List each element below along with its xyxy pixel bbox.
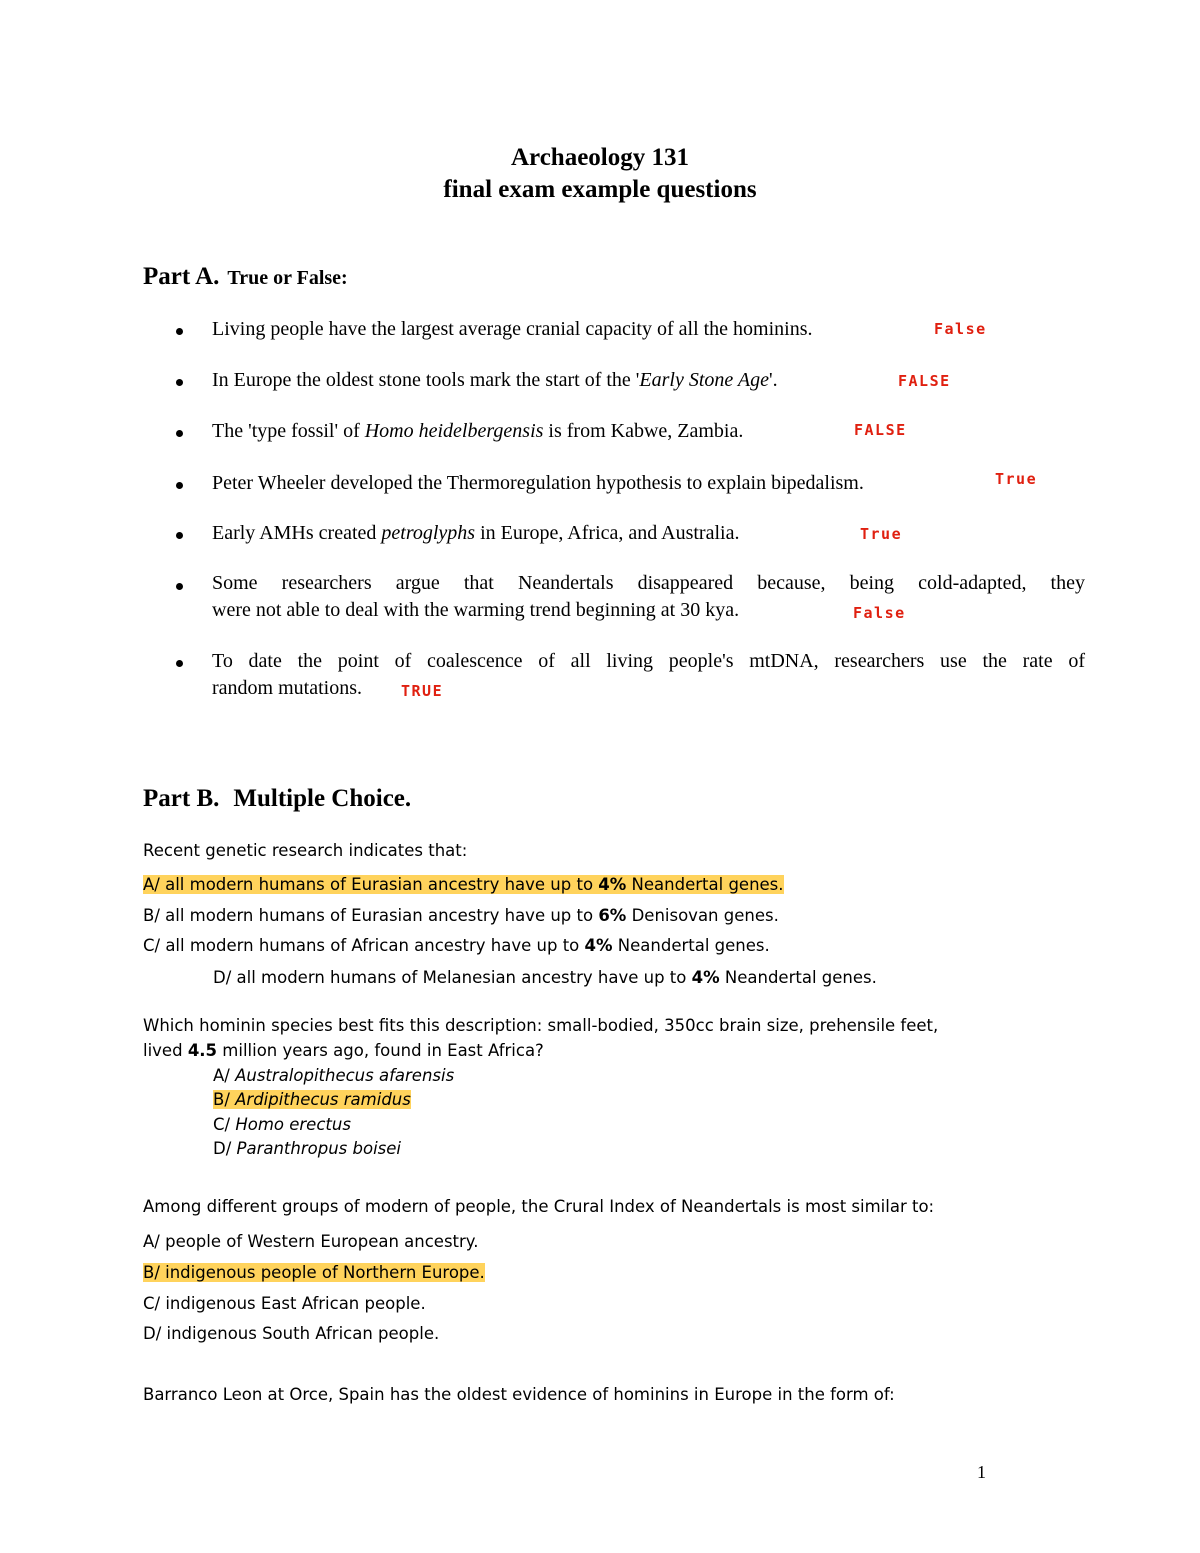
- part-a-heading: [143, 263, 348, 291]
- bullet: [176, 328, 183, 335]
- q3-option-b: B/ indigenous people of Northern Europe.: [143, 1263, 485, 1282]
- tf-item-text: Peter Wheeler developed the Thermoregulation hypothesis to explain bipedalism.: [212, 472, 864, 494]
- q1-option-b: [143, 906, 779, 925]
- option-species: Paranthropus boisei: [236, 1139, 401, 1158]
- q2-option-d: [213, 1139, 401, 1158]
- option-percent: 4%: [598, 875, 627, 894]
- tf-item-6-line2: were not able to deal with the warming trend beginning at 30 kya.: [212, 599, 740, 621]
- tf-answer-4: True: [995, 470, 1038, 488]
- stem-text: lived: [143, 1041, 188, 1060]
- tf-item-7-line2: random mutations.: [212, 677, 362, 699]
- q2-stem-line2: [143, 1041, 544, 1060]
- document-subtitle: final exam example questions: [443, 176, 757, 203]
- q3-option-a: A/ people of Western European ancestry.: [143, 1232, 479, 1251]
- tf-item-text: '.: [769, 369, 778, 391]
- option-text: D/ all modern humans of Melanesian ancestry have up to: [213, 968, 692, 987]
- tf-item-2: [212, 369, 778, 392]
- bullet: [176, 532, 183, 539]
- page-number: 1: [977, 1462, 986, 1482]
- option-text: Neandertal genes.: [626, 875, 784, 894]
- option-percent: 4%: [691, 968, 720, 987]
- tf-item-italic: petroglyphs: [381, 522, 476, 544]
- tf-answer-1: False: [934, 320, 987, 338]
- option-text: B/ all modern humans of Eurasian ancestry have up to: [143, 906, 599, 925]
- bullet: [176, 583, 183, 590]
- option-prefix: D/: [213, 1139, 237, 1158]
- q1-option-d: [213, 968, 877, 987]
- option-species: Ardipithecus ramidus: [235, 1090, 411, 1109]
- option-prefix: A/: [213, 1066, 236, 1085]
- option-text: A/ all modern humans of Eurasian ancestry have up to: [143, 875, 599, 894]
- tf-answer-5: True: [860, 525, 903, 543]
- tf-answer-3: FALSE: [854, 421, 907, 439]
- q2-option-a: [213, 1066, 454, 1085]
- option-species: Australopithecus afarensis: [235, 1066, 455, 1085]
- stem-number: 4.5: [187, 1041, 218, 1060]
- option-percent: 4%: [584, 936, 613, 955]
- tf-item-text: The 'type fossil' of: [212, 420, 365, 442]
- q2-option-c: [213, 1115, 351, 1134]
- q1-option-c: [143, 936, 770, 955]
- tf-item-text: Early AMHs created: [212, 522, 382, 544]
- bullet: [176, 379, 183, 386]
- part-a-label: Part A.: [143, 263, 220, 290]
- document-title: Archaeology 131: [511, 144, 689, 171]
- q3-option-d: D/ indigenous South African people.: [143, 1324, 440, 1343]
- bullet: [176, 430, 183, 437]
- tf-item-text: is from Kabwe, Zambia.: [543, 420, 744, 442]
- tf-answer-7: TRUE: [401, 682, 444, 700]
- tf-item-italic: Early Stone Age: [639, 369, 770, 391]
- tf-item-text: In Europe the oldest stone tools mark the start of the ': [212, 369, 640, 391]
- tf-item-1: [212, 318, 813, 341]
- option-prefix: B/: [213, 1090, 236, 1109]
- bullet: [176, 482, 183, 489]
- stem-text: million years ago, found in East Africa?: [217, 1041, 544, 1060]
- part-b-label: Part B.: [143, 785, 220, 812]
- option-percent: 6%: [598, 906, 627, 925]
- tf-item-7-line1: To date the point of coalescence of all living people's mtDNA, researchers use the rate of: [212, 650, 1085, 672]
- part-b-subheading: Multiple Choice.: [233, 785, 412, 812]
- tf-answer-6: False: [853, 604, 906, 622]
- q3-stem: Among different groups of modern of people, the Crural Index of Neandertals is most similar to:: [143, 1197, 935, 1216]
- bullet: [176, 660, 183, 667]
- q2-stem-line1: Which hominin species best fits this description: small-bodied, 350cc brain size, prehensile feet,: [143, 1016, 939, 1035]
- option-species: Homo erectus: [235, 1115, 351, 1134]
- q1-stem: Recent genetic research indicates that:: [143, 841, 468, 860]
- tf-item-text: Living people have the largest average cranial capacity of all the hominins.: [212, 318, 813, 340]
- tf-item-6-line1: Some researchers argue that Neandertals disappeared because, being cold-adapted, they: [212, 572, 1085, 594]
- tf-item-italic: Homo heidelbergensis: [364, 420, 544, 442]
- part-b-heading: [143, 785, 411, 813]
- option-text: C/ all modern humans of African ancestry have up to: [143, 936, 585, 955]
- option-text: Neandertal genes.: [612, 936, 770, 955]
- option-text: Denisovan genes.: [626, 906, 779, 925]
- q3-option-c: C/ indigenous East African people.: [143, 1294, 426, 1313]
- option-text: Neandertal genes.: [719, 968, 877, 987]
- tf-answer-2: FALSE: [898, 372, 951, 390]
- tf-item-5: [212, 522, 739, 545]
- tf-item-3: [212, 420, 743, 443]
- tf-item-text: in Europe, Africa, and Australia.: [475, 522, 740, 544]
- q1-option-a: [143, 875, 784, 894]
- part-a-subheading: True or False:: [227, 267, 348, 289]
- q4-stem: Barranco Leon at Orce, Spain has the oldest evidence of hominins in Europe in the form of:: [143, 1385, 895, 1404]
- option-prefix: C/: [213, 1115, 236, 1134]
- q2-option-b: [213, 1090, 411, 1109]
- tf-item-4: [212, 472, 864, 495]
